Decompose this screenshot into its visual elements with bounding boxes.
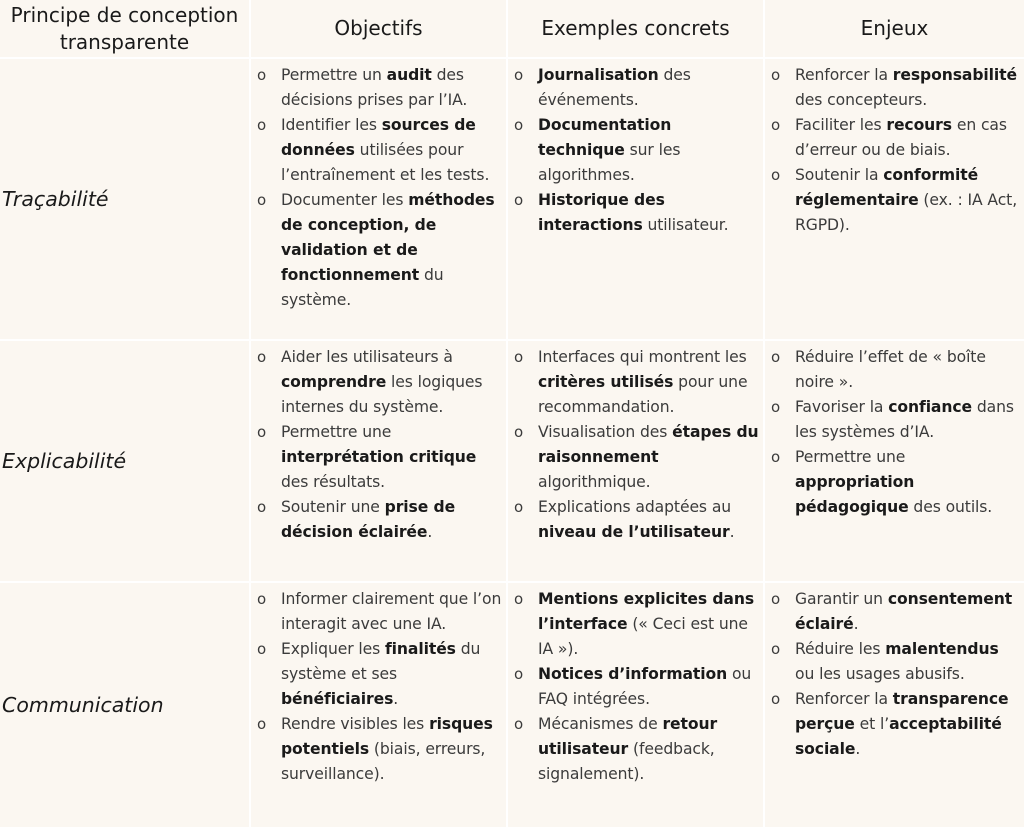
bold-text: recours bbox=[886, 116, 952, 134]
cell-communication-examples bbox=[508, 583, 765, 829]
bold-text: risques potentiels bbox=[281, 715, 493, 758]
bullet-icon: o bbox=[257, 423, 267, 441]
text-run: utilisées pour l’entraînement et les tests. bbox=[281, 141, 490, 184]
bullet-icon: o bbox=[771, 398, 781, 416]
bullet-icon: o bbox=[257, 66, 267, 84]
list-item bbox=[508, 420, 763, 495]
bold-text: conformité réglementaire bbox=[795, 166, 979, 209]
bold-text: sources de données bbox=[281, 116, 476, 159]
bold-text: bénéficiaires bbox=[281, 690, 394, 708]
header-examples: Exemples concrets bbox=[508, 0, 765, 59]
text-run: et l’ bbox=[854, 715, 890, 733]
text-run: des concepteurs. bbox=[795, 91, 928, 109]
list-item bbox=[251, 345, 506, 420]
text-run: . bbox=[729, 523, 735, 541]
bullet-icon: o bbox=[771, 448, 781, 466]
bullet-icon: o bbox=[514, 423, 524, 441]
list-item bbox=[765, 345, 1024, 395]
text-run: utilisateur. bbox=[642, 216, 729, 234]
list-item bbox=[508, 662, 763, 712]
text-run: Favoriser la bbox=[795, 398, 889, 416]
bold-text: méthodes de conception, de validation et de fonctionnement bbox=[281, 191, 495, 284]
bullet-icon: o bbox=[257, 498, 267, 516]
text-run: ou les usages abusifs. bbox=[795, 665, 965, 683]
text-run: Permettre une bbox=[281, 423, 392, 441]
text-run: (biais, erreurs, surveillance). bbox=[281, 740, 486, 783]
text-run: Identifier les bbox=[281, 116, 382, 134]
text-run: ou FAQ intégrées. bbox=[538, 665, 752, 708]
cell-explicabilite-examples bbox=[508, 341, 765, 583]
bold-text: prise de décision éclairée bbox=[281, 498, 456, 541]
text-run: du système et ses bbox=[281, 640, 481, 683]
bullet-icon: o bbox=[771, 66, 781, 84]
list-item bbox=[251, 495, 506, 545]
bullet-list bbox=[765, 583, 1024, 762]
bullet-icon: o bbox=[514, 66, 524, 84]
bold-text: consentement éclairé bbox=[795, 590, 1013, 633]
text-run: . bbox=[853, 615, 859, 633]
list-item bbox=[251, 587, 506, 637]
text-run: Informer clairement que l’on interagit avec une IA. bbox=[281, 590, 502, 633]
text-run: . bbox=[855, 740, 861, 758]
bold-text: audit bbox=[386, 66, 432, 84]
row-label-tracabilite: Traçabilité bbox=[0, 59, 251, 341]
text-run: pour une recommandation. bbox=[538, 373, 748, 416]
bullet-icon: o bbox=[257, 191, 267, 209]
bullet-list bbox=[251, 59, 506, 313]
bold-text: confiance bbox=[888, 398, 972, 416]
text-run: Soutenir la bbox=[795, 166, 884, 184]
text-run: Aider les utilisateurs à bbox=[281, 348, 453, 366]
bullet-icon: o bbox=[514, 590, 524, 608]
bullet-icon: o bbox=[771, 640, 781, 658]
text-run: Visualisation des bbox=[538, 423, 673, 441]
text-run: Réduire l’effet de « boîte noire ». bbox=[795, 348, 986, 391]
list-item bbox=[765, 687, 1024, 762]
list-item bbox=[251, 420, 506, 495]
text-run: dans les systèmes d’IA. bbox=[795, 398, 1014, 441]
bullet-list bbox=[765, 341, 1024, 520]
text-run: Renforcer la bbox=[795, 66, 893, 84]
text-run: algorithmique. bbox=[538, 473, 651, 491]
text-run: des outils. bbox=[908, 498, 993, 516]
bullet-list bbox=[508, 341, 763, 545]
text-run: Rendre visibles les bbox=[281, 715, 430, 733]
list-item bbox=[508, 345, 763, 420]
bold-text: transparence perçue bbox=[795, 690, 1009, 733]
text-run: Interfaces qui montrent les bbox=[538, 348, 747, 366]
text-run: des décisions prises par l’IA. bbox=[281, 66, 468, 109]
list-item bbox=[508, 587, 763, 662]
bold-text: niveau de l’utilisateur bbox=[538, 523, 730, 541]
list-item bbox=[765, 445, 1024, 520]
bullet-list bbox=[765, 59, 1024, 238]
text-run: sur les algorithmes. bbox=[538, 141, 681, 184]
cell-communication-stakes bbox=[765, 583, 1024, 829]
cell-tracabilite-stakes bbox=[765, 59, 1024, 341]
bullet-icon: o bbox=[514, 665, 524, 683]
header-principle-line2: transparente bbox=[59, 29, 190, 54]
bullet-icon: o bbox=[514, 116, 524, 134]
bullet-icon: o bbox=[257, 590, 267, 608]
text-run: des événements. bbox=[538, 66, 691, 109]
text-run: des résultats. bbox=[281, 473, 386, 491]
list-item bbox=[508, 188, 763, 238]
list-item bbox=[508, 63, 763, 113]
list-item bbox=[765, 113, 1024, 163]
bold-text: responsabilité bbox=[892, 66, 1017, 84]
bullet-list bbox=[508, 583, 763, 787]
list-item bbox=[251, 712, 506, 787]
cell-tracabilite-examples bbox=[508, 59, 765, 341]
bullet-icon: o bbox=[514, 348, 524, 366]
bullet-icon: o bbox=[514, 715, 524, 733]
bullet-icon: o bbox=[257, 116, 267, 134]
bullet-icon: o bbox=[257, 715, 267, 733]
text-run: . bbox=[393, 690, 399, 708]
bullet-icon: o bbox=[771, 690, 781, 708]
row-label-communication: Communication bbox=[0, 583, 251, 829]
cell-tracabilite-objectives bbox=[251, 59, 508, 341]
header-principle-line1: Principe de conception bbox=[10, 2, 239, 27]
list-item bbox=[765, 163, 1024, 238]
bullet-icon: o bbox=[771, 166, 781, 184]
header-principle bbox=[0, 0, 251, 59]
header-objectives: Objectifs bbox=[251, 0, 508, 59]
text-run: du système. bbox=[281, 266, 444, 309]
list-item bbox=[765, 637, 1024, 687]
cell-explicabilite-stakes bbox=[765, 341, 1024, 583]
bold-text: finalités bbox=[385, 640, 456, 658]
list-item bbox=[508, 712, 763, 787]
bold-text: Documentation technique bbox=[538, 116, 672, 159]
bold-text: Journalisation bbox=[538, 66, 659, 84]
bold-text: retour utilisateur bbox=[538, 715, 718, 758]
bold-text: appropriation pédagogique bbox=[795, 473, 915, 516]
text-run: Renforcer la bbox=[795, 690, 893, 708]
bold-text: interprétation critique bbox=[281, 448, 477, 466]
text-run: (feedback, signalement). bbox=[538, 740, 715, 783]
bullet-list bbox=[508, 59, 763, 238]
bold-text: acceptabilité sociale bbox=[795, 715, 1002, 758]
bold-text: étapes du raisonnement bbox=[538, 423, 759, 466]
bold-text: malentendus bbox=[885, 640, 999, 658]
list-item bbox=[765, 63, 1024, 113]
bullet-icon: o bbox=[771, 590, 781, 608]
list-item bbox=[765, 395, 1024, 445]
bullet-list bbox=[251, 341, 506, 545]
text-run: (« Ceci est une IA »). bbox=[538, 615, 748, 658]
bullet-icon: o bbox=[514, 191, 524, 209]
text-run: Faciliter les bbox=[795, 116, 887, 134]
text-run: Garantir un bbox=[795, 590, 888, 608]
cell-explicabilite-objectives bbox=[251, 341, 508, 583]
bold-text: comprendre bbox=[281, 373, 387, 391]
list-item bbox=[251, 637, 506, 712]
text-run: Réduire les bbox=[795, 640, 886, 658]
cell-communication-objectives bbox=[251, 583, 508, 829]
bold-text: Historique des interactions bbox=[538, 191, 665, 234]
bullet-icon: o bbox=[257, 348, 267, 366]
list-item bbox=[251, 188, 506, 313]
bold-text: Mentions explicites dans l’interface bbox=[538, 590, 755, 633]
bullet-icon: o bbox=[771, 116, 781, 134]
bullet-icon: o bbox=[257, 640, 267, 658]
text-run: les logiques internes du système. bbox=[281, 373, 483, 416]
text-run: Permettre une bbox=[795, 448, 906, 466]
text-run: Explications adaptées au bbox=[538, 498, 732, 516]
text-run: Documenter les bbox=[281, 191, 409, 209]
header-stakes: Enjeux bbox=[765, 0, 1024, 59]
bold-text: Notices d’information bbox=[538, 665, 728, 683]
list-item bbox=[508, 113, 763, 188]
bold-text: critères utilisés bbox=[538, 373, 674, 391]
text-run: Permettre un bbox=[281, 66, 387, 84]
list-item bbox=[508, 495, 763, 545]
text-run: . bbox=[427, 523, 433, 541]
list-item bbox=[251, 63, 506, 113]
list-item bbox=[251, 113, 506, 188]
list-item bbox=[765, 587, 1024, 637]
text-run: (ex. : IA Act, RGPD). bbox=[795, 191, 1018, 234]
bullet-list bbox=[251, 583, 506, 787]
text-run: Soutenir une bbox=[281, 498, 385, 516]
bullet-icon: o bbox=[771, 348, 781, 366]
text-run: Expliquer les bbox=[281, 640, 385, 658]
row-label-explicabilite: Explicabilité bbox=[0, 341, 251, 583]
text-run: en cas d’erreur ou de biais. bbox=[795, 116, 1007, 159]
bullet-icon: o bbox=[514, 498, 524, 516]
text-run: Mécanismes de bbox=[538, 715, 663, 733]
